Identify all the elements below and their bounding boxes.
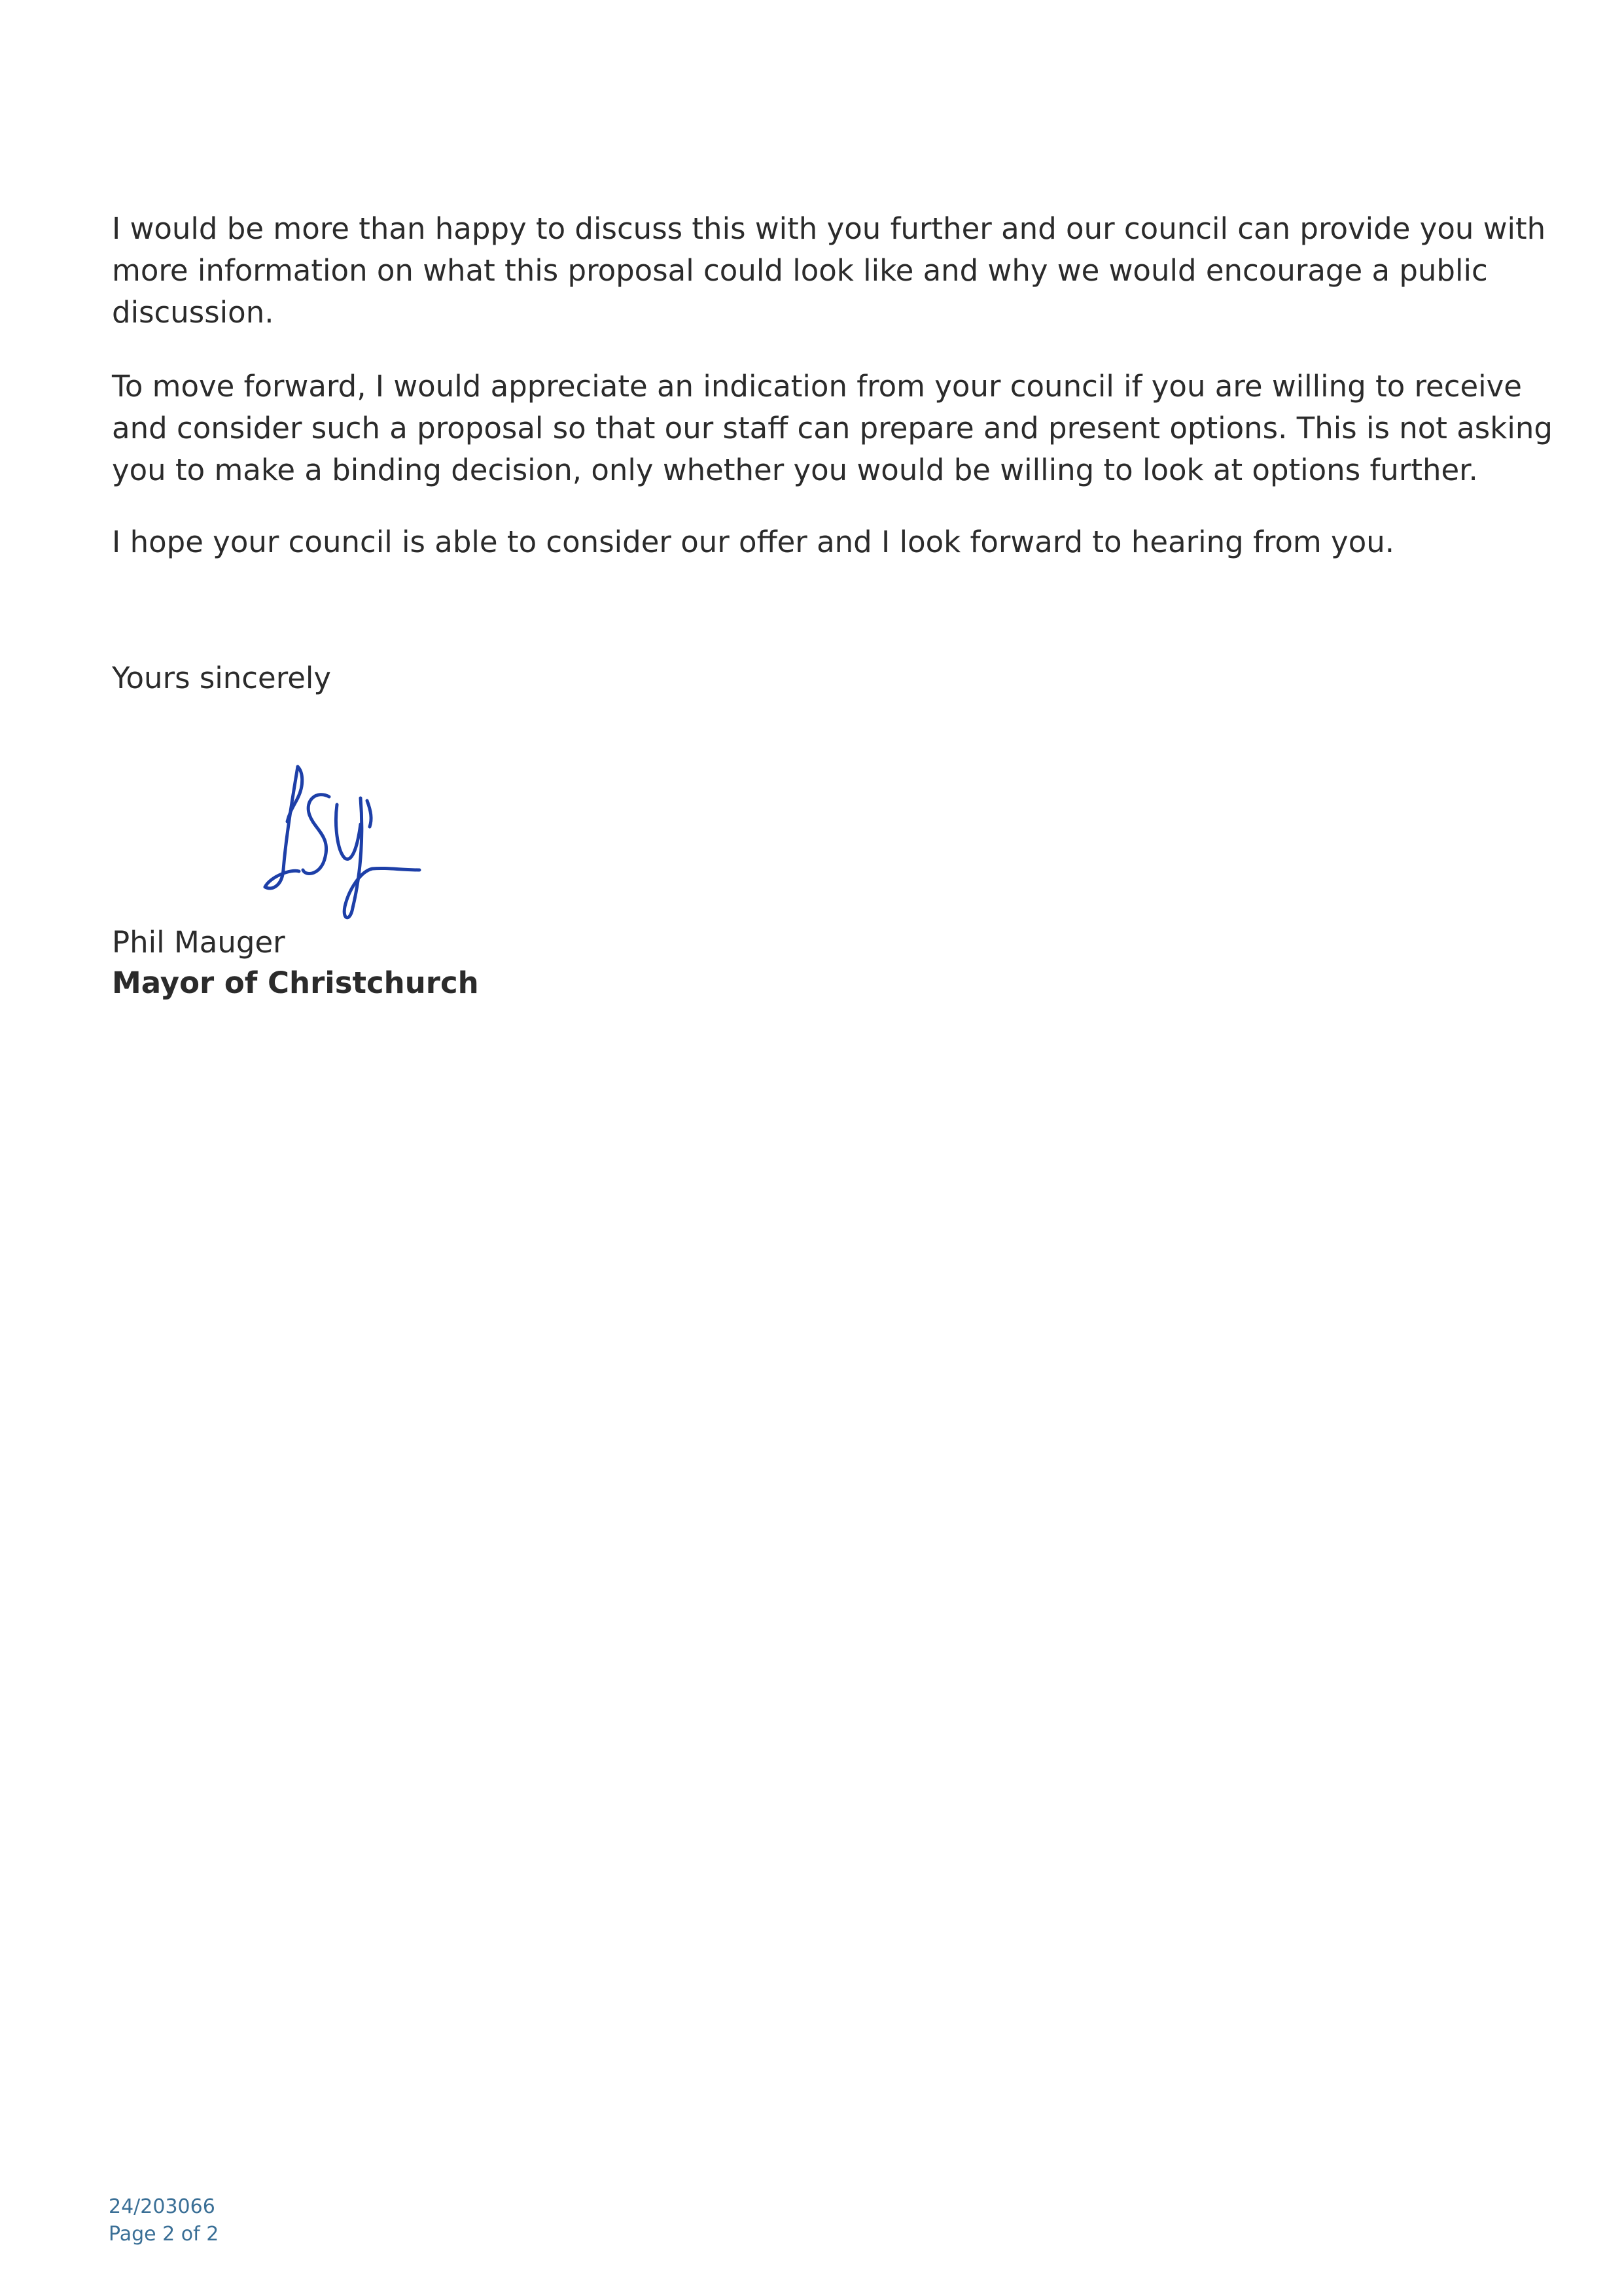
- document-reference: 24/203066: [109, 2195, 215, 2218]
- handwritten-signature: [232, 759, 429, 935]
- signer-name: Phil Mauger: [112, 925, 285, 960]
- body-paragraph-3: [112, 521, 1512, 563]
- signer-title: Mayor of Christchurch: [112, 965, 479, 1000]
- body-paragraph-1: [112, 208, 1546, 334]
- paragraph-line: I would be more than happy to discuss this with you further and our council can provide you with: [112, 211, 1546, 246]
- paragraph-line: more information on what this proposal could look like and why we would encourage a public: [112, 253, 1488, 288]
- paragraph-line: To move forward, I would appreciate an indication from your council if you are willing to receive: [112, 369, 1522, 404]
- body-paragraph-2: [112, 366, 1553, 491]
- paragraph-line: I hope your council is able to consider our offer and I look forward to hearing from you.: [112, 525, 1395, 559]
- paragraph-line: discussion.: [112, 295, 274, 330]
- letter-closing: Yours sincerely: [112, 661, 332, 695]
- page-number: Page 2 of 2: [109, 2223, 219, 2246]
- paragraph-line: and consider such a proposal so that our staff can prepare and present options. This is not asking: [112, 411, 1553, 445]
- paragraph-line: you to make a binding decision, only whether you would be willing to look at options further.: [112, 453, 1478, 487]
